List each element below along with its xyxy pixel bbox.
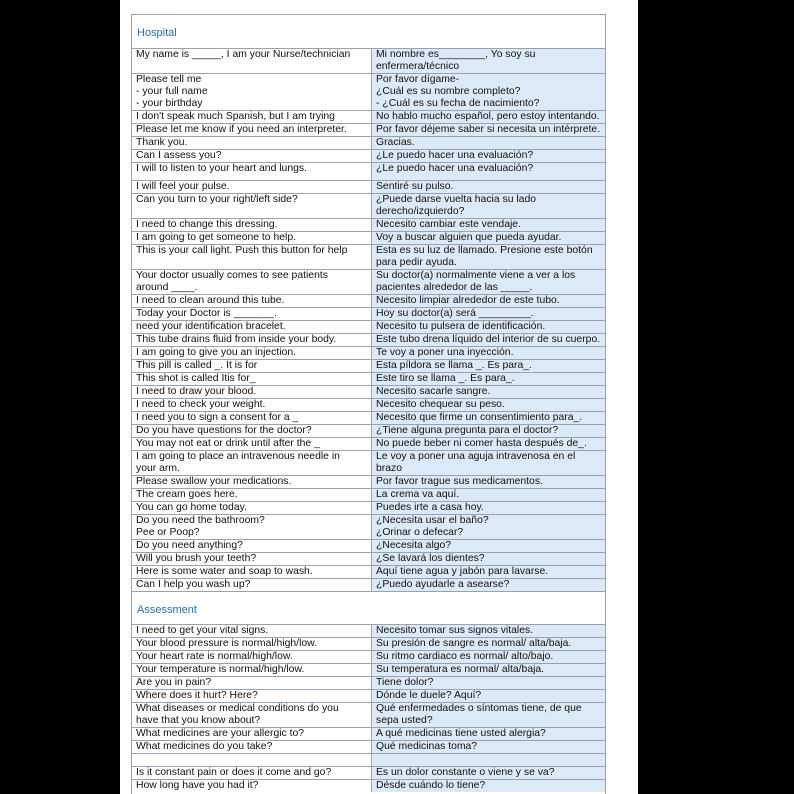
phrase-row <box>132 565 605 578</box>
phrase-row <box>132 539 605 552</box>
phrase-row <box>132 49 605 74</box>
english-phrase: This shot is called Itis for_ <box>132 372 372 385</box>
phrase-row <box>132 137 605 150</box>
spanish-translation: Su presión de sangre es normal/ alta/baja. <box>372 637 606 650</box>
phrase-row <box>132 514 605 539</box>
spanish-translation: Por favor dígame- ¿Cuál es su nombre completo? - ¿Cuál es su fecha de nacimiento? <box>372 74 606 111</box>
english-phrase: Please let me know if you need an interpreter. <box>132 124 372 137</box>
phrase-row <box>132 218 605 231</box>
phrase-row <box>132 740 605 753</box>
assessment-phrase-table <box>132 625 605 792</box>
english-phrase: Please tell me - your full name - your birthday <box>132 74 372 111</box>
phrase-row <box>132 727 605 740</box>
english-phrase: Do you need anything? <box>132 539 372 552</box>
spanish-translation: Necesito limpiar alrededor de este tubo. <box>372 294 606 307</box>
phrase-row <box>132 163 605 181</box>
english-phrase: I am going to get someone to help. <box>132 231 372 244</box>
spanish-translation: Qué medicinas toma? <box>372 740 606 753</box>
english-phrase: I need to clean around this tube. <box>132 294 372 307</box>
spanish-translation: Su ritmo cardiaco es normal/ alto/bajo. <box>372 650 606 663</box>
spanish-translation: ¿Le puedo hacer una evaluación? <box>372 150 606 163</box>
spanish-translation: Por favor trague sus medicamentos. <box>372 475 606 488</box>
phrase-row <box>132 307 605 320</box>
spanish-translation: Dónde le duele? Aquí? <box>372 689 606 702</box>
phrase-row <box>132 111 605 124</box>
spanish-translation: ¿Puede darse vuelta hacia su lado derecho/izquierdo? <box>372 193 606 218</box>
spanish-translation: Es un dolor constante o viene y se va? <box>372 766 606 779</box>
english-phrase: I am going to give you an injection. <box>132 346 372 359</box>
phrase-row <box>132 320 605 333</box>
phrase-row <box>132 663 605 676</box>
phrase-row <box>132 294 605 307</box>
phrase-row <box>132 333 605 346</box>
phrase-row <box>132 74 605 111</box>
english-phrase: Can you turn to your right/left side? <box>132 193 372 218</box>
english-phrase: Your doctor usually comes to see patients around ____. <box>132 269 372 294</box>
spanish-translation: Este tubo drena líquido del interior de su cuerpo. <box>372 333 606 346</box>
english-phrase: Can I help you wash up? <box>132 578 372 591</box>
phrase-row <box>132 424 605 437</box>
phrase-row <box>132 193 605 218</box>
spanish-translation: Esta es su luz de llamado. Presione este botón para pedir ayuda. <box>372 244 606 269</box>
spanish-translation: ¿Tiene alguna pregunta para el doctor? <box>372 424 606 437</box>
spanish-translation: Por favor déjeme saber si necesita un intérprete. <box>372 124 606 137</box>
english-phrase: Can I assess you? <box>132 150 372 163</box>
spanish-translation: Necesito sacarle sangre. <box>372 385 606 398</box>
english-phrase: I need to draw your blood. <box>132 385 372 398</box>
phrase-row <box>132 231 605 244</box>
hospital-section-header <box>132 15 605 49</box>
english-phrase: Here is some water and soap to wash. <box>132 565 372 578</box>
phrase-row <box>132 124 605 137</box>
english-phrase: My name is _____, I am your Nurse/technician <box>132 49 372 74</box>
hospital-phrase-table <box>132 49 605 591</box>
spanish-translation: ¿Puedo ayudarle a asearse? <box>372 578 606 591</box>
phrase-row <box>132 180 605 193</box>
english-phrase: This is your call light. Push this button for help <box>132 244 372 269</box>
english-phrase: How long have you had it? <box>132 779 372 792</box>
phrase-row <box>132 753 605 766</box>
spanish-translation: ¿Necesita usar el baño? ¿Orinar o defecar? <box>372 514 606 539</box>
spanish-translation: Désde cuándo lo tiene? <box>372 779 606 792</box>
spanish-translation: ¿Le puedo hacer una evaluación? <box>372 163 606 181</box>
spanish-translation: Qué enfermedades o síntomas tiene, de que sepa usted? <box>372 702 606 727</box>
spanish-translation: Tiene dolor? <box>372 676 606 689</box>
phrase-row <box>132 637 605 650</box>
spanish-translation: La crema va aquí. <box>372 488 606 501</box>
spanish-translation: Voy a buscar alguien que pueda ayudar. <box>372 231 606 244</box>
phrase-row <box>132 578 605 591</box>
spanish-translation: ¿Necesita algo? <box>372 539 606 552</box>
english-phrase: Are you in pain? <box>132 676 372 689</box>
spanish-translation: Necesito cambiar este vendaje. <box>372 218 606 231</box>
spanish-translation: Su doctor(a) normalmente viene a ver a los pacientes alrededor de las _____. <box>372 269 606 294</box>
english-phrase: I need to check your weight. <box>132 398 372 411</box>
english-phrase: Will you brush your teeth? <box>132 552 372 565</box>
english-phrase: I need you to sign a consent for a _ <box>132 411 372 424</box>
spanish-translation: Gracias. <box>372 137 606 150</box>
spanish-translation: Necesito tomar sus signos vitales. <box>372 625 606 638</box>
phrase-row <box>132 552 605 565</box>
english-phrase: What medicines are your allergic to? <box>132 727 372 740</box>
phrase-row <box>132 398 605 411</box>
english-phrase: Your blood pressure is normal/high/low. <box>132 637 372 650</box>
english-phrase <box>132 753 372 766</box>
english-phrase: You may not eat or drink until after the _ <box>132 437 372 450</box>
english-phrase: This tube drains fluid from inside your body. <box>132 333 372 346</box>
phrase-row <box>132 150 605 163</box>
phrase-row <box>132 269 605 294</box>
spanish-translation: Aquí tiene agua y jabón para lavarse. <box>372 565 606 578</box>
english-phrase: I need to get your vital signs. <box>132 625 372 638</box>
spanish-translation: No hablo mucho español, pero estoy intentando. <box>372 111 606 124</box>
spanish-translation: Mi nombre es________, Yo soy su enfermera/técnico <box>372 49 606 74</box>
phrase-sheet <box>131 14 606 794</box>
phrase-row <box>132 779 605 792</box>
spanish-translation: Le voy a poner una aguja intravenosa en el brazo <box>372 450 606 475</box>
english-phrase: Do you need the bathroom? Pee or Poop? <box>132 514 372 539</box>
english-phrase: I will to listen to your heart and lungs. <box>132 163 372 181</box>
spanish-translation: No puede beber ni comer hasta después de_. <box>372 437 606 450</box>
spanish-translation: A qué medicinas tiene usted alergia? <box>372 727 606 740</box>
spanish-translation: Esta píldora se llama _. Es para_. <box>372 359 606 372</box>
phrase-row <box>132 702 605 727</box>
spanish-translation: Sentiré su pulso. <box>372 180 606 193</box>
phrase-row <box>132 689 605 702</box>
english-phrase: I don't speak much Spanish, but I am trying <box>132 111 372 124</box>
phrase-row <box>132 766 605 779</box>
phrase-row <box>132 450 605 475</box>
english-phrase: I need to change this dressing. <box>132 218 372 231</box>
phrase-row <box>132 501 605 514</box>
english-phrase: Thank you. <box>132 137 372 150</box>
spanish-translation <box>372 753 606 766</box>
phrase-row <box>132 676 605 689</box>
phrase-row <box>132 488 605 501</box>
spanish-translation: Este tiro se llama _. Es para_. <box>372 372 606 385</box>
phrase-row <box>132 372 605 385</box>
english-phrase: Today your Doctor is _______. <box>132 307 372 320</box>
english-phrase: Is it constant pain or does it come and go? <box>132 766 372 779</box>
spanish-translation: Necesito chequear su peso. <box>372 398 606 411</box>
english-phrase: You can go home today. <box>132 501 372 514</box>
phrase-row <box>132 244 605 269</box>
spanish-translation: Te voy a poner una inyección. <box>372 346 606 359</box>
spanish-translation: Necesito tu pulsera de identificación. <box>372 320 606 333</box>
english-phrase: need your identification bracelet. <box>132 320 372 333</box>
spanish-translation: Necesito que firme un consentimiento para_. <box>372 411 606 424</box>
spanish-translation: Hoy su doctor(a) será _________. <box>372 307 606 320</box>
spanish-translation: Su temperatura es normal/ alta/baja. <box>372 663 606 676</box>
phrase-row <box>132 650 605 663</box>
english-phrase: What diseases or medical conditions do you have that you know about? <box>132 702 372 727</box>
hospital-heading: Hospital <box>137 27 177 39</box>
english-phrase: This pill is called _. It is for <box>132 359 372 372</box>
assessment-section-header <box>132 591 605 625</box>
english-phrase: Your heart rate is normal/high/low. <box>132 650 372 663</box>
phrase-row <box>132 437 605 450</box>
english-phrase: What medicines do you take? <box>132 740 372 753</box>
assessment-heading: Assessment <box>137 603 197 616</box>
phrase-row <box>132 411 605 424</box>
english-phrase: Please swallow your medications. <box>132 475 372 488</box>
english-phrase: Your temperature is normal/high/low. <box>132 663 372 676</box>
phrase-row <box>132 346 605 359</box>
english-phrase: I am going to place an intravenous needle in your arm. <box>132 450 372 475</box>
phrase-row <box>132 359 605 372</box>
english-phrase: Do you have questions for the doctor? <box>132 424 372 437</box>
phrase-row <box>132 475 605 488</box>
spanish-translation: ¿Se lavará los dientes? <box>372 552 606 565</box>
spanish-translation: Puedes irte a casa hoy. <box>372 501 606 514</box>
english-phrase: The cream goes here. <box>132 488 372 501</box>
english-phrase: Where does it hurt? Here? <box>132 689 372 702</box>
phrase-row <box>132 385 605 398</box>
phrase-row <box>132 625 605 638</box>
english-phrase: I will feel your pulse. <box>132 180 372 193</box>
